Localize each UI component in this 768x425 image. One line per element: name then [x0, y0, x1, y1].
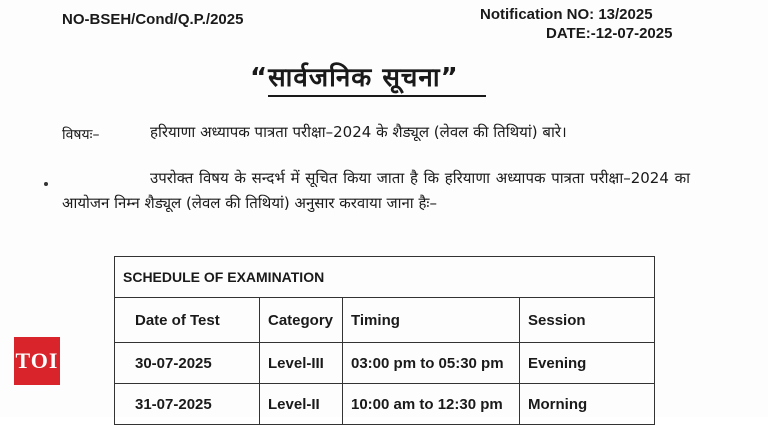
reference-number: NO-BSEH/Cond/Q.P./2025 — [62, 11, 244, 28]
cell-date: 31-07-2025 — [115, 384, 260, 425]
cell-session: Morning — [520, 384, 655, 425]
subject-text: हरियाणा अध्यापक पात्रता परीक्षा–2024 के शैड्यूल (लेवल की तिथियां) बारे। — [150, 123, 567, 141]
body-text: उपरोक्त विषय के सन्दर्भ में सूचित किया जाता है कि हरियाणा अध्यापक पात्रता परीक्षा–2024 का आयोजन निम्न शैड्यूल (लेवल की तिथियां) अनुसार करवाया जाना हैः– — [62, 169, 690, 212]
table-caption-row — [115, 257, 655, 298]
cell-category: Level-II — [260, 384, 343, 425]
notice-title: “सार्वजनिक सूचना” — [250, 63, 459, 93]
cell-category: Level-III — [260, 343, 343, 384]
schedule-table — [114, 256, 655, 425]
notice-date: DATE:-12-07-2025 — [546, 25, 673, 42]
column-header-timing: Timing — [343, 298, 520, 343]
scan-mark — [44, 182, 48, 186]
cell-timing: 10:00 am to 12:30 pm — [343, 384, 520, 425]
subject-label: विषयः– — [62, 127, 100, 143]
notification-number: Notification NO: 13/2025 — [480, 6, 653, 23]
column-header-date: Date of Test — [115, 298, 260, 343]
table-row — [115, 343, 655, 384]
table-caption: SCHEDULE OF EXAMINATION — [115, 257, 655, 298]
title-underline — [268, 95, 486, 97]
cell-session: Evening — [520, 343, 655, 384]
table-header-row — [115, 298, 655, 343]
column-header-session: Session — [520, 298, 655, 343]
table-row — [115, 384, 655, 425]
cell-date: 30-07-2025 — [115, 343, 260, 384]
cell-timing: 03:00 pm to 05:30 pm — [343, 343, 520, 384]
column-header-category: Category — [260, 298, 343, 343]
toi-logo: TOI — [14, 337, 60, 385]
body-paragraph — [62, 166, 690, 216]
